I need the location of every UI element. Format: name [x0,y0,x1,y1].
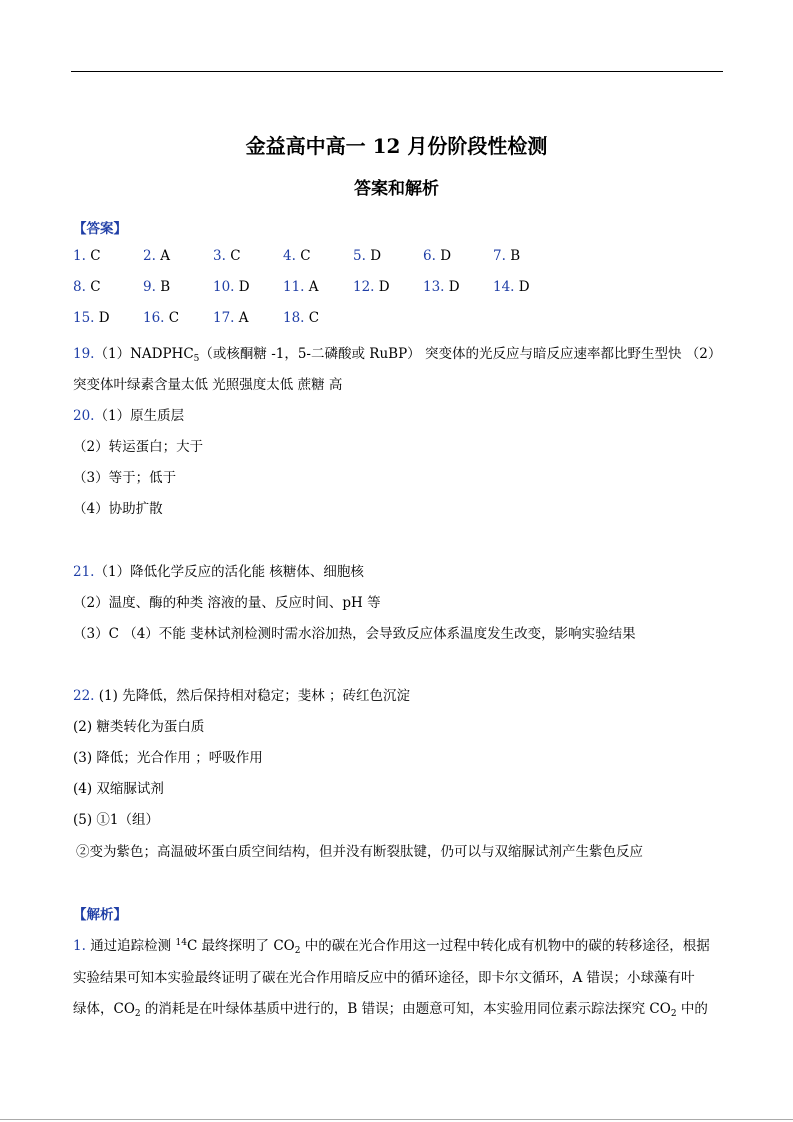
q20-line-1 [73,404,184,424]
analysis-text-1c: 中的碳在光合作用这一过程中转化成有机物中的碳的转移途径，根据 [300,938,710,954]
answer-item [423,279,460,295]
q20-line-2: （2）转运蛋白；大于 [73,439,204,455]
q21-line-1 [73,560,364,580]
answer-value: B [160,279,171,295]
q22-line-3: (3) 降低；光合作用 ；呼吸作用 [73,750,263,766]
answer-item [353,279,390,295]
page-bottom-edge [0,1119,793,1120]
q20-line-3: （3）等于；低于 [73,470,177,486]
answer-number: 12. [353,279,375,295]
answer-value: A [308,279,319,295]
answer-item [213,310,249,326]
analysis-superscript: 14 [175,938,187,948]
q19-number: 19. [73,346,95,362]
q22-line-5: (5) ①1（组） [73,812,160,828]
answer-item [283,310,319,326]
q19-line-2: 突变体叶绿素含量太低 光照强度太低 蔗糖 高 [73,377,343,393]
answer-number: 11. [283,279,305,295]
answer-number: 1. [73,248,86,264]
analysis-subscript-1: 2 [294,946,301,956]
answer-item [73,279,101,295]
answer-number: 9. [143,279,156,295]
q21-line-2: （2）温度、酶的种类 溶液的量、反应时间、pH 等 [73,595,381,611]
q21-line-3: （3）C （4）不能 斐林试剂检测时需水浴加热，会导致反应体系温度发生改变，影响实验结果 [73,626,636,642]
q22-line-4: (4) 双缩脲试剂 [73,781,164,797]
answer-item [353,248,381,264]
answer-item [143,310,179,326]
answer-item [213,279,250,295]
q19-text-b: C [183,346,194,362]
q22-text-1: (1) 先降低，然后保持相对稳定；斐林 ；砖红色沉淀 [98,688,410,704]
analysis-number: 1. [73,938,86,954]
answer-number: 4. [283,248,296,264]
answer-number: 17. [213,310,235,326]
answer-value: A [238,310,249,326]
answer-number: 10. [213,279,235,295]
answer-number: 16. [143,310,165,326]
q19-line-1 [73,342,721,362]
answer-value: C [308,310,320,326]
answer-value: D [98,310,110,326]
answer-item [213,248,241,264]
answer-value: D [440,248,452,264]
answer-number: 8. [73,279,86,295]
q21-number: 21. [73,564,95,580]
analysis-text-3c: 中的 [676,1001,708,1017]
answer-number: 14. [493,279,515,295]
q20-text-1: （1）原生质层 [94,408,185,424]
q22-line-6: ②变为紫色；高温破坏蛋白质空间结构，但并没有断裂肽键，仍可以与双缩脲试剂产生紫色反应 [76,844,643,860]
q19-subscript: 5 [193,354,200,364]
analysis-text-1a: 通过追踪检测 [90,938,176,954]
answer-item [73,248,101,264]
analysis-text-3b: 的消耗是在叶绿体基质中进行的，B 错误；由题意可知，本实验用同位素示踪法探究 CO [140,1001,671,1017]
answer-number: 2. [143,248,156,264]
answer-value: D [238,279,250,295]
q22-number: 22. [73,688,95,704]
answer-value: C [230,248,241,264]
answer-item [283,279,319,295]
analysis-text-1b: C 最终探明了 CO [186,938,295,954]
answer-item [283,248,311,264]
page-subtitle: 答案和解析 [354,179,439,199]
analysis-line-1 [73,934,710,954]
answer-value: D [518,279,530,295]
answer-number: 15. [73,310,95,326]
q21-text-1: （1）降低化学反应的活化能 核糖体、细胞核 [94,564,364,580]
answer-item [493,279,530,295]
answer-item [143,279,170,295]
answer-number: 7. [493,248,506,264]
q20-number: 20. [73,408,95,424]
answer-number: 6. [423,248,436,264]
analysis-line-3 [73,997,708,1017]
analysis-subscript-2: 2 [134,1009,141,1019]
answer-value: A [160,248,170,264]
answers-section-label: 【答案】 [73,221,127,237]
q20-line-4: （4）协助扩散 [73,501,163,517]
answer-number: 13. [423,279,445,295]
analysis-line-2: 实验结果可知本实验最终证明了碳在光合作用暗反应中的循环途径，即卡尔文循环，A 错误；小球藻有叶 [73,970,695,986]
answer-value: D [370,248,382,264]
page-title: 金益高中高一 12 月份阶段性检测 [245,134,548,158]
analysis-text-3a: 绿体，CO [73,1001,135,1017]
answer-value: C [90,248,101,264]
q19-text-c: （或核酮糖 -1，5-二磷酸或 RuBP） 突变体的光反应与暗反应速率都比野生型快 （2） [199,346,722,362]
header-rule [71,71,723,72]
answer-item [493,248,520,264]
answer-value: C [168,310,180,326]
answer-value: D [448,279,460,295]
answer-value: B [510,248,521,264]
answer-item [143,248,170,264]
answer-number: 5. [353,248,366,264]
answer-item [423,248,451,264]
answer-item [73,310,110,326]
answer-value: C [90,279,101,295]
q22-line-1 [73,684,410,704]
analysis-section-label: 【解析】 [73,907,127,923]
answer-number: 18. [283,310,305,326]
q19-text-a: （1）NADPH [94,346,184,362]
analysis-subscript-3: 2 [670,1009,677,1019]
answer-value: D [378,279,390,295]
answer-value: C [300,248,311,264]
q22-line-2: (2) 糖类转化为蛋白质 [73,719,205,735]
answer-number: 3. [213,248,226,264]
